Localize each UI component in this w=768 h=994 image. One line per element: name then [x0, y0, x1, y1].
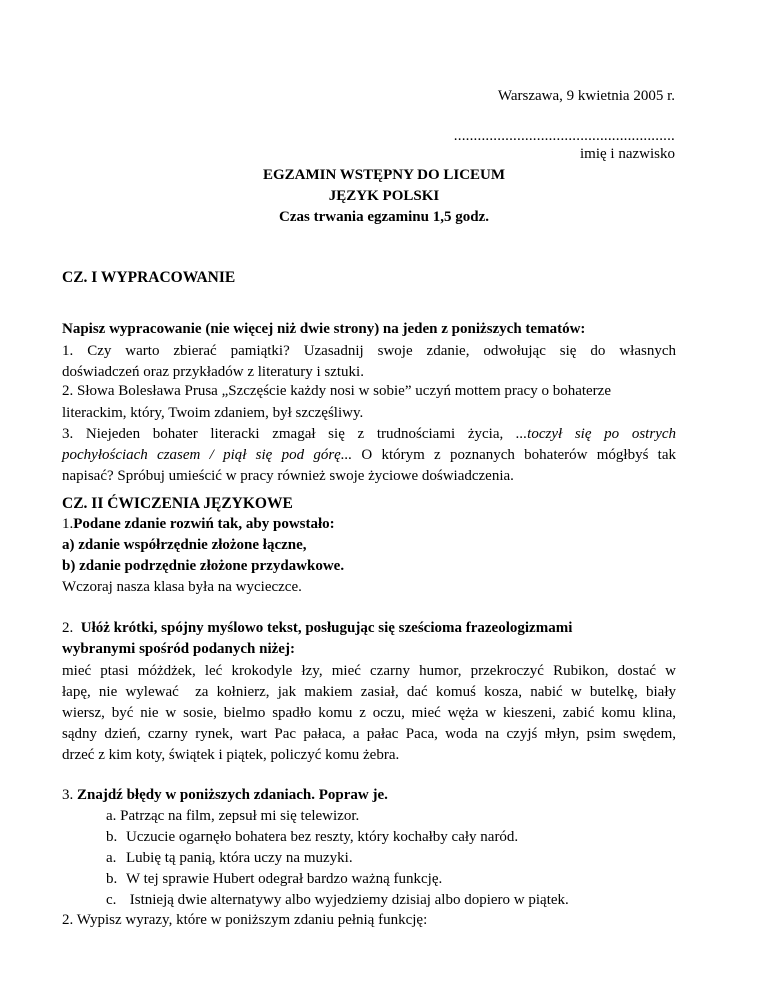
name-dots: ........................................................ [453, 128, 675, 144]
part1-instruction: Napisz wypracowanie (nie więcej niż dwie strony) na jeden z poniższych tematów: [62, 321, 586, 337]
ex2-phrases-line5: drzeć z kim koty, świątek i piątek, policzyć komu żebra. [62, 747, 400, 763]
topic3-line3: napisać? Spróbuj umieścić w pracy również swoje życiowe doświadczenia. [62, 468, 514, 484]
ex3-sentence-text: Patrząc na film, zepsuł mi się telewizor. [120, 808, 360, 824]
ex3-sentence-2 [106, 830, 518, 845]
ex3-sentence-label: b. [106, 829, 118, 845]
ex3-title [62, 788, 388, 803]
ex2-phrases-line4: sądny dzień, czarny rynek, wart Pac pałaca, a pałac Paca, woda na czyjś młyn, psim swędem, [62, 726, 676, 742]
part2-heading: CZ. II ĆWICZENIA JĘZYKOWE [62, 495, 293, 512]
topic3-line1-italic: ...toczył się po ostrych [515, 426, 677, 442]
topic3-line1-plain: 3. Niejeden bohater literacki zmagał się z trudnościami życia, [62, 426, 516, 442]
topic1-line1: 1. Czy warto zbierać pamiątki? Uzasadnij swoje zdanie, odwołując się do własnych [62, 343, 676, 359]
ex2-instruction: Ułóż krótki, spójny myślowo tekst, posługując się sześcioma frazeologizmami [80, 620, 573, 636]
exam-title: EGZAMIN WSTĘPNY DO LICEUM [262, 167, 506, 183]
part1-heading: CZ. I WYPRACOWANIE [62, 269, 236, 286]
topic2-line2: literackim, który, Twoim zdaniem, był szczęśliwy. [62, 405, 364, 421]
ex3-sentence-text: Istnieją dwie alternatywy albo wyjedziemy dzisiaj albo dopiero w piątek. [126, 892, 569, 908]
ex2-title [62, 621, 572, 636]
ex3-sentence-label: c. [106, 892, 117, 908]
ex2-phrases-line2: łapę, nie wylewać za kołnierz, jak makiem zasiał, dać komuś kosza, nabić w butelkę, biały [62, 684, 676, 700]
ex1-sentence: Wczoraj nasza klasa była na wycieczce. [62, 579, 302, 595]
topic3-line1 [62, 426, 676, 443]
ex3-number: 3. [62, 787, 77, 803]
topic3-line2-italic: pochyłościach czasem / piął się pod górę... [62, 447, 353, 463]
ex2-number: 2. [62, 620, 81, 636]
topic1-line2: doświadczeń oraz przykładów z literatury i sztuki. [62, 364, 364, 380]
ex4-instruction: 2. Wypisz wyrazy, które w poniższym zdaniu pełnią funkcję: [62, 912, 428, 928]
ex3-sentence-3 [106, 851, 353, 866]
topic3-line2 [62, 447, 676, 464]
ex2-instruction-cont: wybranymi spośród podanych niżej: [62, 641, 295, 657]
ex3-instruction: Znajdź błędy w poniższych zdaniach. Popraw je. [77, 787, 388, 803]
name-label: imię i nazwisko [580, 146, 675, 162]
date-line: Warszawa, 9 kwietnia 2005 r. [497, 88, 675, 104]
ex3-sentence-5 [106, 893, 569, 908]
ex1-option-a: a) zdanie współrzędnie złożone łączne, [62, 537, 307, 553]
exam-subject: JĘZYK POLSKI [328, 188, 440, 204]
ex1-number: 1. [62, 516, 74, 532]
ex3-sentence-4 [106, 872, 442, 887]
ex3-sentence-1 [106, 809, 359, 824]
ex1-option-b: b) zdanie podrzędnie złożone przydawkowe. [62, 558, 345, 574]
ex2-phrases-line1: mieć ptasi móżdżek, leć krokodyle łzy, mieć czarny humor, przekroczyć Rubikon, dostać w [62, 663, 676, 679]
ex3-sentence-text: W tej sprawie Hubert odegrał bardzo ważną funkcję. [126, 871, 443, 887]
topic3-line2-plain: O którym z poznanych bohaterów mógłbyś tak [352, 447, 676, 463]
ex3-sentence-label: b. [106, 871, 118, 887]
topic2-line1: 2. Słowa Bolesława Prusa „Szczęście każdy nosi w sobie” uczyń mottem pracy o bohaterze [62, 383, 611, 399]
ex1-title [62, 517, 335, 532]
ex3-sentence-text: Uczucie ogarnęło bohatera bez reszty, który kochałby cały naród. [126, 829, 519, 845]
exam-duration: Czas trwania egzaminu 1,5 godz. [279, 209, 489, 225]
ex3-sentence-text: Lubię tą panią, która uczy na muzyki. [126, 850, 353, 866]
ex1-instruction: Podane zdanie rozwiń tak, aby powstało: [73, 516, 335, 532]
ex2-phrases-line3: wiersz, być nie w sosie, bielmo spadło komu z oczu, mieć węża w kieszeni, zabić komu klina, [62, 705, 676, 721]
ex3-sentence-label: a. [106, 850, 117, 866]
ex3-sentence-label: a. [106, 808, 117, 824]
